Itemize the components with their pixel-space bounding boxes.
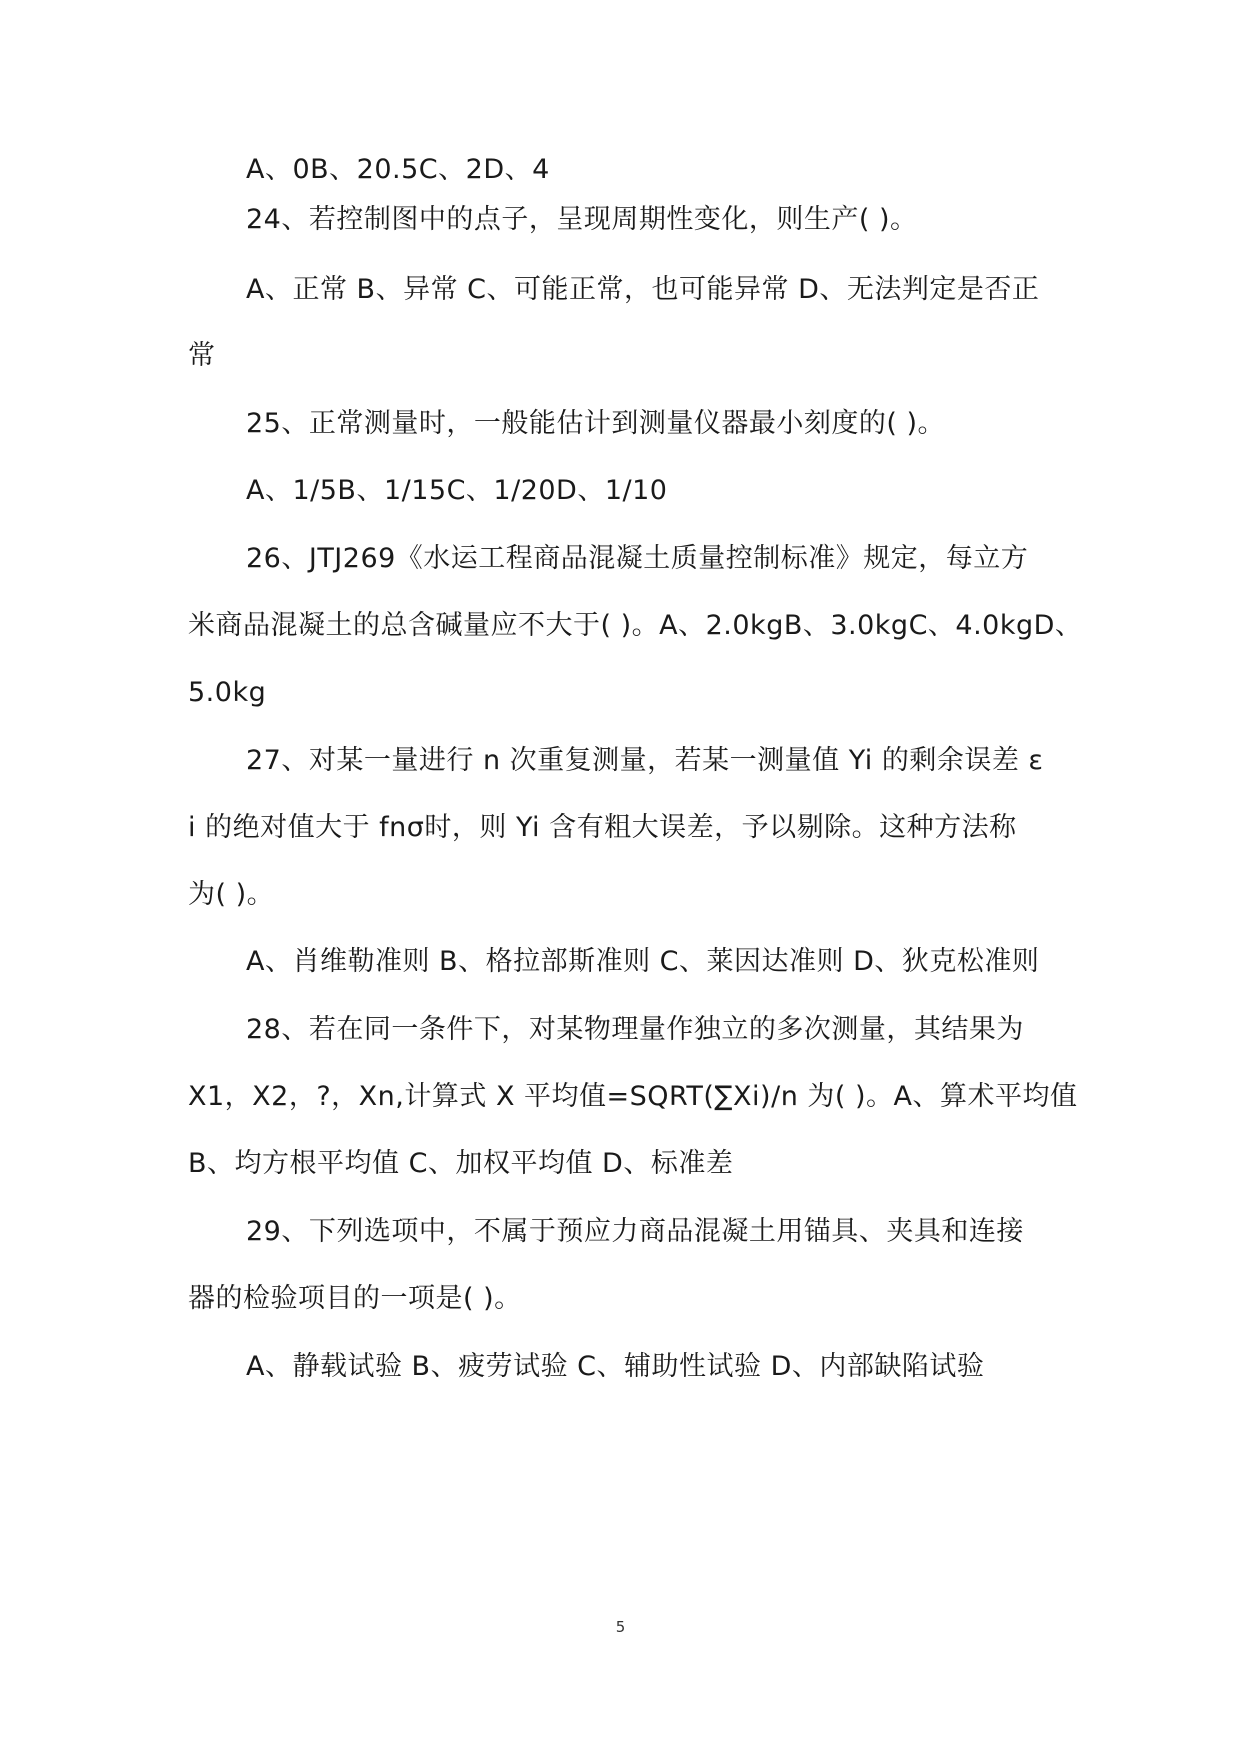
question-28-cont: X1，X2，?，Xn,计算式 X 平均值=SQRT(∑Xi)/n 为( )。A、算术平均值 [188,1081,1078,1112]
question-26: 26、JTJ269《水运工程商品混凝土质量控制标准》规定，每立方 [246,543,1029,574]
option-line-q27: A、肖维勒准则 B、格拉部斯准则 C、莱因达准则 D、狄克松准则 [246,946,1040,977]
page-number: 5 [615,1618,626,1636]
question-27: 27、对某一量进行 n 次重复测量，若某一测量值 Yi 的剩余误差 ε [246,745,1044,776]
option-line-q24-cont: 常 [188,340,216,371]
question-26-cont-2: 5.0kg [188,677,267,708]
question-29-cont: 器的检验项目的一项是( )。 [188,1283,522,1314]
option-line-q28: B、均方根平均值 C、加权平均值 D、标准差 [188,1148,734,1179]
question-27-cont: i 的绝对值大于 fnσ时，则 Yi 含有粗大误差，予以剔除。这种方法称 [188,812,1017,843]
option-line-q23: A、0B、20.5C、2D、4 [246,154,550,185]
question-29: 29、下列选项中，不属于预应力商品混凝土用锚具、夹具和连接 [246,1216,1024,1247]
question-25: 25、正常测量时，一般能估计到测量仪器最小刻度的( )。 [246,408,946,439]
question-28: 28、若在同一条件下，对某物理量作独立的多次测量，其结果为 [246,1014,1024,1045]
option-line-q24: A、正常 B、异常 C、可能正常，也可能异常 D、无法判定是否正 [246,274,1040,305]
question-27-cont-2: 为( )。 [188,879,275,910]
question-26-cont: 米商品混凝土的总含碱量应不大于( )。A、2.0kgB、3.0kgC、4.0kgD、 [188,610,1083,641]
option-line-q25: A、1/5B、1/15C、1/20D、1/10 [246,475,668,506]
option-line-q29: A、静载试验 B、疲劳试验 C、辅助性试验 D、内部缺陷试验 [246,1351,985,1382]
question-24: 24、若控制图中的点子，呈现周期性变化，则生产( )。 [246,204,918,235]
